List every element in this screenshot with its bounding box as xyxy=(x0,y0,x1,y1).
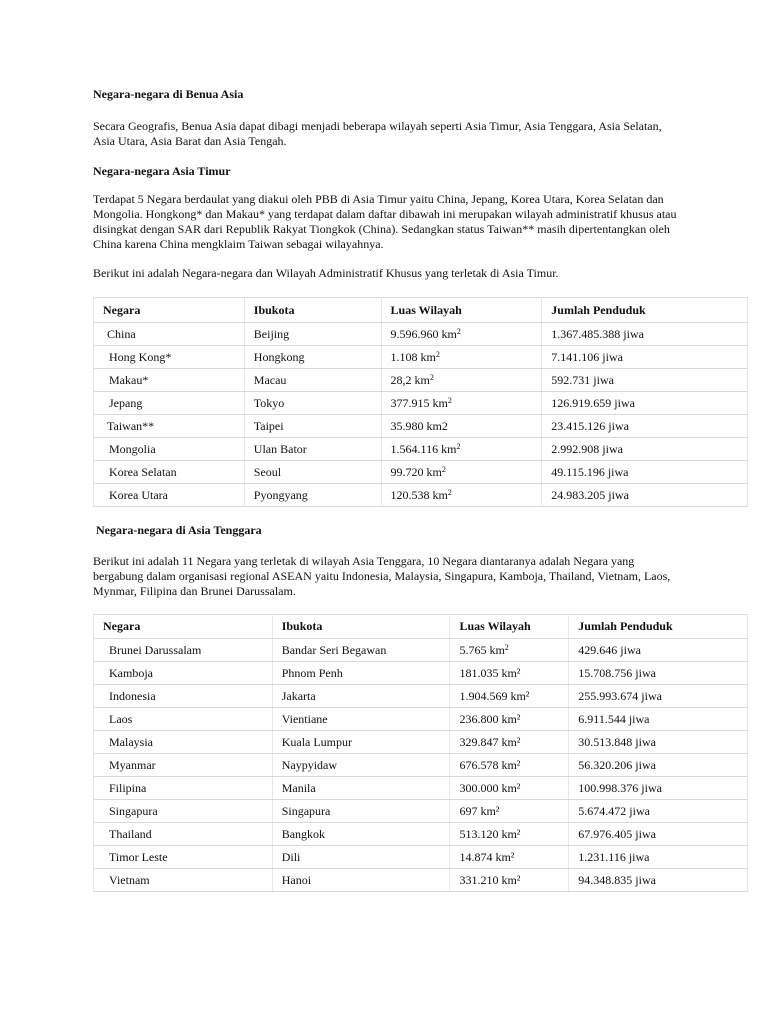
cell-capital: Macau xyxy=(244,369,381,392)
cell-population: 429.646 jiwa xyxy=(569,639,748,662)
cell-country: China xyxy=(94,323,245,346)
cell-population: 5.674.472 jiwa xyxy=(569,800,748,823)
table-row xyxy=(94,777,748,800)
cell-country: Mongolia xyxy=(94,438,245,461)
cell-country: Hong Kong* xyxy=(94,346,245,369)
area-value: 1.108 km xyxy=(390,349,436,364)
cell-country: Thailand xyxy=(94,823,273,846)
column-header: Jumlah Penduduk xyxy=(569,615,748,639)
area-value: 120.538 km xyxy=(390,487,448,502)
cell-area xyxy=(381,346,542,369)
column-header: Ibukota xyxy=(244,298,381,323)
area-superscript: 2 xyxy=(504,642,509,652)
heading-east-asia: Negara-negara Asia Timur xyxy=(93,164,231,178)
cell-country: Malaysia xyxy=(94,731,273,754)
area-value: 35.980 km2 xyxy=(390,418,448,433)
area-value: 1.904.569 km² xyxy=(459,688,530,703)
cell-capital: Seoul xyxy=(244,461,381,484)
area-value: 9.596.960 km xyxy=(390,326,457,341)
cell-area xyxy=(450,800,569,823)
table-row xyxy=(94,754,748,777)
east-asia-table-intro: Berikut ini adalah Negara-negara dan Wilayah Administratif Khusus yang terletak di Asia Timur. xyxy=(93,266,559,280)
cell-area xyxy=(450,685,569,708)
cell-population: 255.993.674 jiwa xyxy=(569,685,748,708)
cell-capital: Hongkong xyxy=(244,346,381,369)
cell-capital: Manila xyxy=(272,777,450,800)
cell-population: 126.919.659 jiwa xyxy=(542,392,748,415)
cell-population: 24.983.205 jiwa xyxy=(542,484,748,507)
cell-population: 67.976.405 jiwa xyxy=(569,823,748,846)
cell-population: 100.998.376 jiwa xyxy=(569,777,748,800)
cell-country: Taiwan** xyxy=(94,415,245,438)
cell-capital: Naypyidaw xyxy=(272,754,450,777)
column-header: Negara xyxy=(94,615,273,639)
cell-area xyxy=(381,484,542,507)
column-header: Luas Wilayah xyxy=(381,298,542,323)
table-row xyxy=(94,323,748,346)
cell-capital: Vientiane xyxy=(272,708,450,731)
cell-country: Myanmar xyxy=(94,754,273,777)
cell-capital: Phnom Penh xyxy=(272,662,450,685)
cell-capital: Beijing xyxy=(244,323,381,346)
cell-area xyxy=(381,438,542,461)
area-value: 99.720 km xyxy=(390,464,442,479)
area-superscript: 2 xyxy=(456,326,461,336)
cell-area xyxy=(450,731,569,754)
intro-paragraph: Secara Geografis, Benua Asia dapat dibagi menjadi beberapa wilayah seperti Asia Timur, Asia Tenggara, Asia Selatan, Asia Utara, Asia Barat dan Asia Tengah. xyxy=(93,119,662,148)
table-row xyxy=(94,869,748,892)
cell-country: Singapura xyxy=(94,800,273,823)
cell-country: Timor Leste xyxy=(94,846,273,869)
cell-area xyxy=(450,846,569,869)
cell-population: 56.320.206 jiwa xyxy=(569,754,748,777)
cell-population: 592.731 jiwa xyxy=(542,369,748,392)
column-header: Negara xyxy=(94,298,245,323)
table-row xyxy=(94,685,748,708)
cell-country: Brunei Darussalam xyxy=(94,639,273,662)
area-superscript: 2 xyxy=(441,464,446,474)
cell-population: 7.141.106 jiwa xyxy=(542,346,748,369)
cell-population: 49.115.196 jiwa xyxy=(542,461,748,484)
column-header: Luas Wilayah xyxy=(450,615,569,639)
southeast-asia-table-body xyxy=(94,639,748,892)
east-asia-table xyxy=(93,297,748,507)
area-value: 676.578 km² xyxy=(459,757,521,772)
area-superscript: 2 xyxy=(435,349,440,359)
east-asia-table-body xyxy=(94,323,748,507)
table-row xyxy=(94,392,748,415)
cell-country: Laos xyxy=(94,708,273,731)
cell-area xyxy=(381,461,542,484)
cell-population: 6.911.544 jiwa xyxy=(569,708,748,731)
table-row xyxy=(94,415,748,438)
table-row xyxy=(94,369,748,392)
area-value: 329.847 km² xyxy=(459,734,521,749)
cell-area xyxy=(450,754,569,777)
area-value: 513.120 km² xyxy=(459,826,521,841)
cell-capital: Bangkok xyxy=(272,823,450,846)
cell-area xyxy=(450,869,569,892)
cell-population: 1.367.485.388 jiwa xyxy=(542,323,748,346)
column-header: Ibukota xyxy=(272,615,450,639)
cell-population: 2.992.908 jiwa xyxy=(542,438,748,461)
cell-capital: Singapura xyxy=(272,800,450,823)
cell-capital: Bandar Seri Begawan xyxy=(272,639,450,662)
cell-country: Jepang xyxy=(94,392,245,415)
cell-capital: Taipei xyxy=(244,415,381,438)
cell-area xyxy=(450,639,569,662)
table-header-row xyxy=(94,615,748,639)
cell-area xyxy=(450,823,569,846)
cell-population: 23.415.126 jiwa xyxy=(542,415,748,438)
area-value: 300.000 km² xyxy=(459,780,521,795)
cell-population: 30.513.848 jiwa xyxy=(569,731,748,754)
area-value: 1.564.116 km xyxy=(390,441,457,456)
cell-capital: Dili xyxy=(272,846,450,869)
table-row xyxy=(94,800,748,823)
area-superscript: 2 xyxy=(456,441,461,451)
cell-country: Korea Utara xyxy=(94,484,245,507)
cell-population: 1.231.116 jiwa xyxy=(569,846,748,869)
table-row xyxy=(94,484,748,507)
table-row xyxy=(94,438,748,461)
area-value: 14.874 km² xyxy=(459,849,515,864)
cell-country: Filipina xyxy=(94,777,273,800)
table-row xyxy=(94,639,748,662)
table-header-row xyxy=(94,298,748,323)
cell-area xyxy=(450,662,569,685)
table-row xyxy=(94,823,748,846)
heading-southeast-asia: Negara-negara di Asia Tenggara xyxy=(96,523,262,537)
area-superscript: 2 xyxy=(447,395,452,405)
area-superscript: 2 xyxy=(429,372,434,382)
east-asia-paragraph: Terdapat 5 Negara berdaulat yang diakui oleh PBB di Asia Timur yaitu China, Jepang, Korea Utara, Korea Selatan dan Mongolia. Hongkong* dan Makau* yang terdapat dalam daftar dibawah ini merupakan wilayah administratif khusus atau disingkat dengan SAR dari Republik Rakyat Tiongkok (China). Sedangkan status Taiwan** masih dipertentangkan oleh China karena China mengklaim Taiwan sebagai wilayahnya. xyxy=(93,192,677,251)
cell-population: 15.708.756 jiwa xyxy=(569,662,748,685)
cell-capital: Ulan Bator xyxy=(244,438,381,461)
area-value: 236.800 km² xyxy=(459,711,521,726)
southeast-asia-table xyxy=(93,614,748,892)
area-value: 5.765 km xyxy=(459,642,505,657)
table-row xyxy=(94,346,748,369)
cell-capital: Kuala Lumpur xyxy=(272,731,450,754)
cell-capital: Pyongyang xyxy=(244,484,381,507)
area-superscript: 2 xyxy=(447,487,452,497)
cell-area xyxy=(381,415,542,438)
cell-area xyxy=(381,392,542,415)
cell-area xyxy=(450,777,569,800)
cell-country: Makau* xyxy=(94,369,245,392)
column-header: Jumlah Penduduk xyxy=(542,298,748,323)
cell-capital: Hanoi xyxy=(272,869,450,892)
cell-population: 94.348.835 jiwa xyxy=(569,869,748,892)
table-row xyxy=(94,708,748,731)
table-row xyxy=(94,461,748,484)
cell-country: Kamboja xyxy=(94,662,273,685)
cell-area xyxy=(381,323,542,346)
area-value: 28,2 km xyxy=(390,372,430,387)
cell-area xyxy=(381,369,542,392)
area-value: 377.915 km xyxy=(390,395,448,410)
cell-country: Vietnam xyxy=(94,869,273,892)
cell-country: Indonesia xyxy=(94,685,273,708)
southeast-asia-paragraph: Berikut ini adalah 11 Negara yang terletak di wilayah Asia Tenggara, 10 Negara diantaranya adalah Negara yang bergabung dalam organisasi regional ASEAN yaitu Indonesia, Malaysia, Singapura, Kamboja, Thailand, Vietnam, Laos, Mynmar, Filipina dan Brunei Darussalam. xyxy=(93,554,671,598)
area-value: 181.035 km² xyxy=(459,665,521,680)
cell-country: Korea Selatan xyxy=(94,461,245,484)
cell-capital: Jakarta xyxy=(272,685,450,708)
heading-main: Negara-negara di Benua Asia xyxy=(93,87,244,101)
area-value: 331.210 km² xyxy=(459,872,521,887)
cell-capital: Tokyo xyxy=(244,392,381,415)
cell-area xyxy=(450,708,569,731)
table-row xyxy=(94,731,748,754)
table-row xyxy=(94,662,748,685)
area-value: 697 km² xyxy=(459,803,500,818)
table-row xyxy=(94,846,748,869)
